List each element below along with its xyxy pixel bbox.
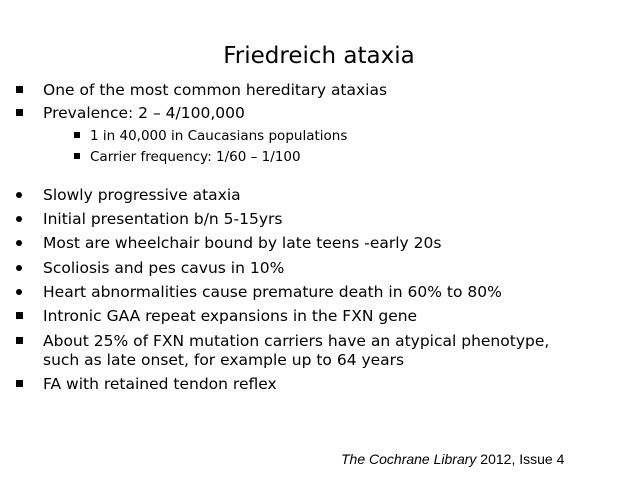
bullet-text: Scoliosis and pes cavus in 10% bbox=[43, 259, 285, 277]
square-bullet-icon bbox=[12, 80, 26, 100]
bullet-text: Prevalence: 2 – 4/100,000 bbox=[43, 104, 245, 122]
dot-bullet-icon bbox=[12, 233, 26, 253]
bullet-text: About 25% of FXN mutation carriers have an atypical phenotype, bbox=[43, 332, 550, 350]
square-bullet-icon bbox=[70, 127, 84, 145]
dot-bullet-icon bbox=[12, 282, 26, 302]
bullet-text: Initial presentation b/n 5-15yrs bbox=[43, 210, 283, 228]
square-bullet-icon bbox=[12, 374, 26, 394]
citation-source: The Cochrane Library bbox=[341, 451, 477, 467]
dot-bullet-icon bbox=[12, 209, 26, 229]
slide-title: Friedreich ataxia bbox=[223, 43, 415, 69]
dot-bullet-icon bbox=[12, 185, 26, 205]
bullet-text: 1 in 40,000 in Caucasians populations bbox=[90, 128, 348, 144]
bullet-text: Slowly progressive ataxia bbox=[43, 186, 241, 204]
square-bullet-icon bbox=[70, 148, 84, 166]
bullet-text: Heart abnormalities cause premature death in 60% to 80% bbox=[43, 283, 502, 301]
square-bullet-icon bbox=[12, 331, 26, 351]
bullet-text: Carrier frequency: 1/60 – 1/100 bbox=[90, 149, 301, 165]
dot-bullet-icon bbox=[12, 258, 26, 278]
bullet-text: One of the most common hereditary ataxias bbox=[43, 81, 388, 99]
square-bullet-icon bbox=[12, 306, 26, 326]
bullet-text: FA with retained tendon reflex bbox=[43, 375, 277, 393]
bullet-text: Most are wheelchair bound by late teens -early 20s bbox=[43, 234, 442, 252]
bullet-text: such as late onset, for example up to 64 years bbox=[43, 351, 405, 369]
square-bullet-icon bbox=[12, 103, 26, 123]
bullet-text: Intronic GAA repeat expansions in the FXN gene bbox=[43, 307, 418, 325]
citation bbox=[341, 450, 564, 468]
citation-details: 2012, Issue 4 bbox=[480, 451, 565, 467]
